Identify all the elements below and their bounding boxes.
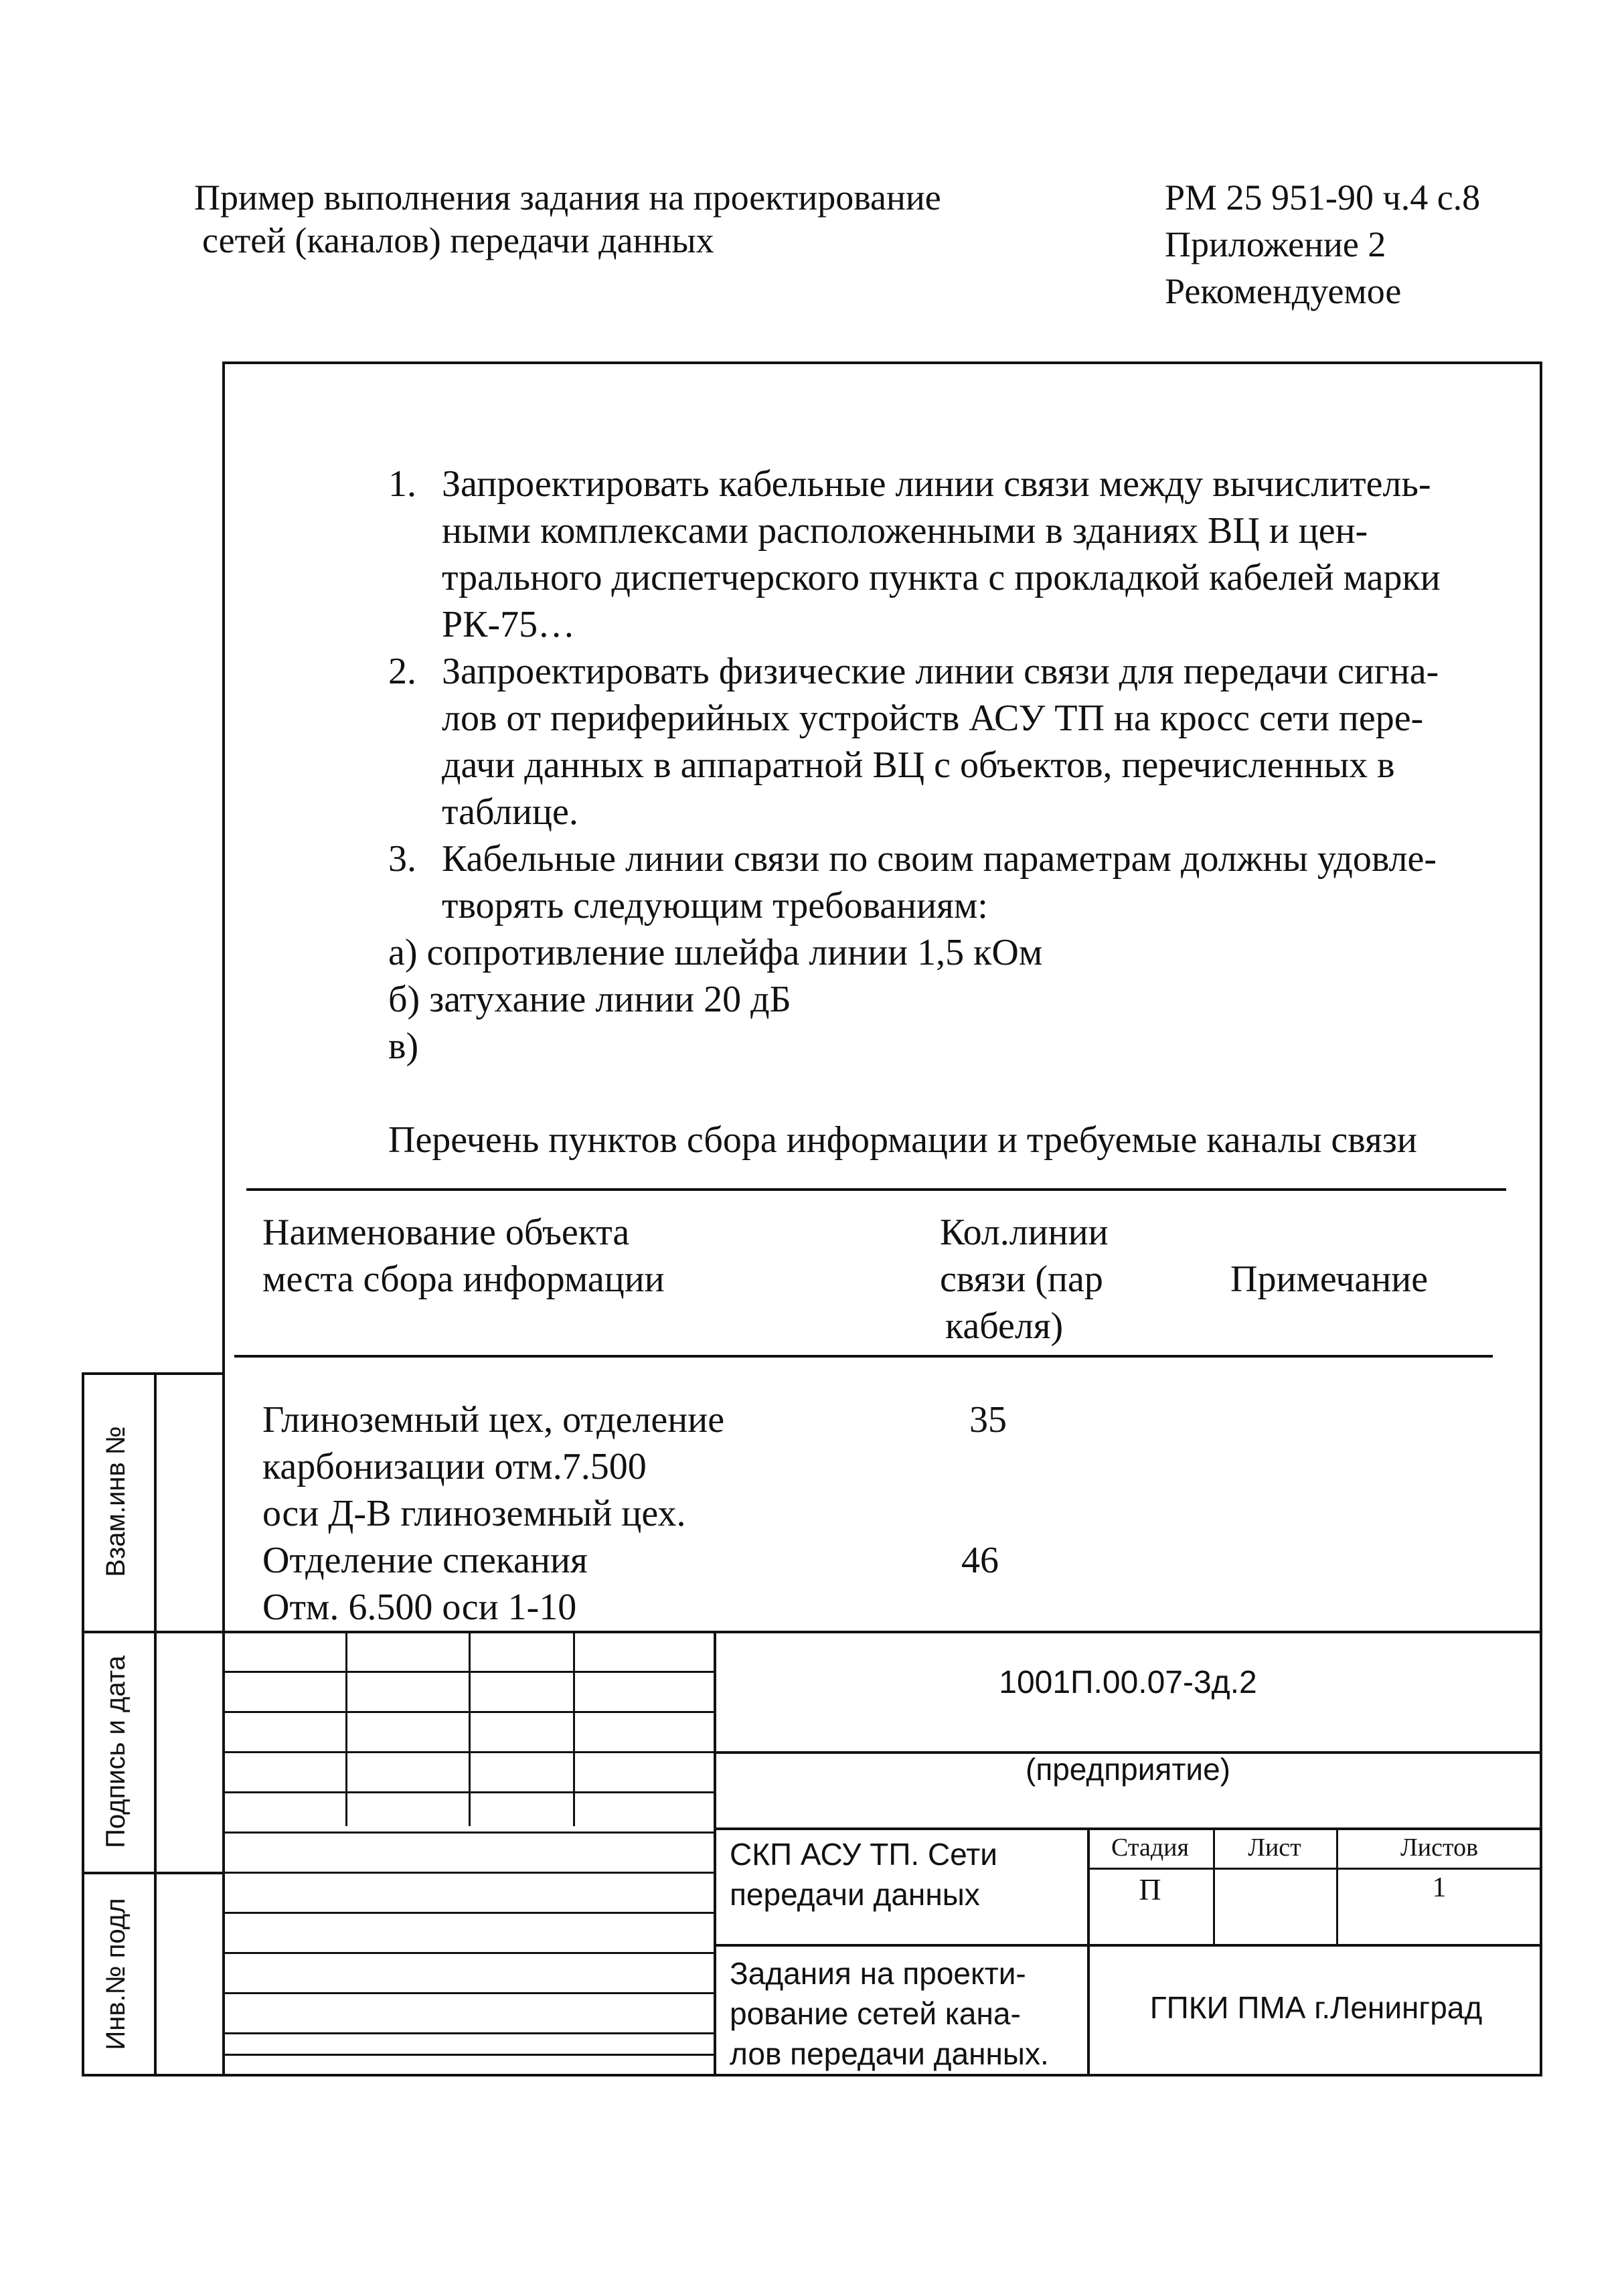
stamp-grid-h2 [222,1711,715,1713]
table-header-note: Примечание [1230,1258,1429,1300]
stamp-grid-h8 [222,1952,715,1954]
row-name-line: оси Д-В глиноземный цех. [262,1493,686,1534]
appendix-label: Приложение 2 [1165,224,1386,264]
task-line: Кабельные линии связи по своим параметрам должны удовле- [442,838,1437,880]
stamp-enterprise-rule [714,1827,1542,1830]
stamp-sheets-value: 1 [1432,1872,1447,1903]
stamp-grid-v1 [345,1631,347,1826]
header-line: кабеля) [945,1305,1064,1347]
row-name-line: карбонизации отм.7.500 [262,1446,647,1487]
header-line: Наименование объекта [262,1212,630,1253]
table-header-count [940,1209,1109,1350]
task-item [388,835,1540,929]
stamp-grid-h9 [222,1992,715,1994]
stamp-code: 1001П.00.07-3д.2 [999,1665,1257,1700]
stamp-grid-h10 [222,2032,715,2034]
requirement-item: в) [388,1026,419,1067]
table-caption: Перечень пунктов сбора информации и требуемые каналы связи [388,1119,1417,1161]
side-box-divider [154,1372,157,2077]
stamp-stage-bottom-rule [1087,1944,1542,1947]
frame-top [222,361,1542,364]
stamp-stage-value: П [1139,1872,1161,1906]
stamp-stage-label: Стадия [1111,1834,1189,1862]
task-item [388,648,1540,835]
stamp-system-title-line: передачи данных [730,1877,980,1912]
task-number: 1. [388,463,416,505]
stamp-enterprise: (предприятие) [1026,1752,1230,1787]
stamp-grid-h6 [222,1872,715,1874]
task-list [388,461,1540,1070]
row-name-line: Отм. 6.500 оси 1-10 [262,1587,577,1628]
side-label-replaced-inv: Взам.инв № [101,1426,131,1577]
task-number: 2. [388,651,416,692]
stamp-grid-v3 [573,1631,575,1826]
task-line: Запроектировать кабельные линии связи между вычислитель- [442,463,1431,505]
side-label-inv-orig: Инв.№ подл [101,1898,131,2050]
task-line: Запроектировать физические линии связи для передачи сигна- [442,651,1439,692]
stamp-grid-h1 [222,1671,715,1673]
header-line: места сбора информации [262,1258,665,1300]
side-label-sign-date: Подпись и дата [101,1655,131,1848]
row-count: 46 [961,1540,999,1581]
task-number: 3. [388,838,416,880]
stamp-grid-h7 [222,1912,715,1914]
stamp-system-title-line: СКП АСУ ТП. Сети [730,1837,997,1872]
task-item [388,461,1540,648]
table-row [262,1396,724,1537]
frame-right [1540,361,1542,2077]
stamp-organization: ГПКИ ПМА г.Ленинград [1149,1990,1483,2025]
table-header-name [262,1209,665,1303]
stamp-system-rule [714,1944,1088,1947]
frame-bottom [82,2074,1542,2077]
task-line: трального диспетчерского пункта с прокладкой кабелей марки [442,557,1441,598]
doc-title-line2: сетей (каналов) передачи данных [202,220,714,260]
task-line: таблице. [442,791,578,833]
task-line: творять следующим требованиям: [442,885,988,926]
stamp-stage-head-rule [1087,1868,1542,1870]
doc-reference: РМ 25 951-90 ч.4 с.8 [1165,177,1481,218]
doc-title-line1: Пример выполнения задания на проектирование [194,177,941,218]
requirement-item: а) сопротивление шлейфа линии 1,5 кОм [388,932,1043,973]
row-name-line: Отделение спекания [262,1540,588,1581]
header-line: Кол.линии [940,1212,1109,1253]
row-name-line: Глиноземный цех, отделение [262,1399,725,1441]
stamp-doc-title-line: лов передачи данных. [730,2036,1049,2071]
task-line: дачи данных в аппаратной ВЦ с объектов, перечисленных в [442,744,1395,786]
task-line: ными комплексами расположенными в зданиях ВЦ и цен- [442,510,1368,552]
stamp-system-title [730,1834,997,1915]
task-line: лов от периферийных устройств АСУ ТП на кросс сети пере- [442,698,1424,739]
stamp-top [222,1631,1542,1633]
stamp-sheet-label: Лист [1248,1834,1301,1862]
stamp-grid-h3 [222,1751,715,1753]
status-label: Рекомендуемое [1165,271,1402,311]
table-top-rule [246,1188,1506,1191]
stamp-mid-divider [1087,1827,1090,2077]
stamp-grid-h11 [222,2054,715,2056]
stamp-grid-v2 [469,1631,471,1826]
stamp-sheets-label: Листов [1400,1834,1479,1862]
stamp-doc-title [730,1953,1049,2074]
frame-left [222,361,225,2077]
requirement-item: б) затухание линии 20 дБ [388,979,791,1020]
table-header-rule [234,1355,1493,1358]
stamp-grid-h4 [222,1791,715,1793]
row-count: 35 [969,1399,1007,1441]
task-line: РК-75… [442,604,576,645]
stamp-doc-title-line: Задания на проекти- [730,1956,1026,1991]
table-row [262,1537,588,1631]
stamp-doc-title-line: рование сетей кана- [730,1996,1021,2031]
header-line: связи (пар [940,1258,1103,1300]
stamp-grid-h5 [222,1832,715,1834]
side-box-left [82,1372,84,2077]
